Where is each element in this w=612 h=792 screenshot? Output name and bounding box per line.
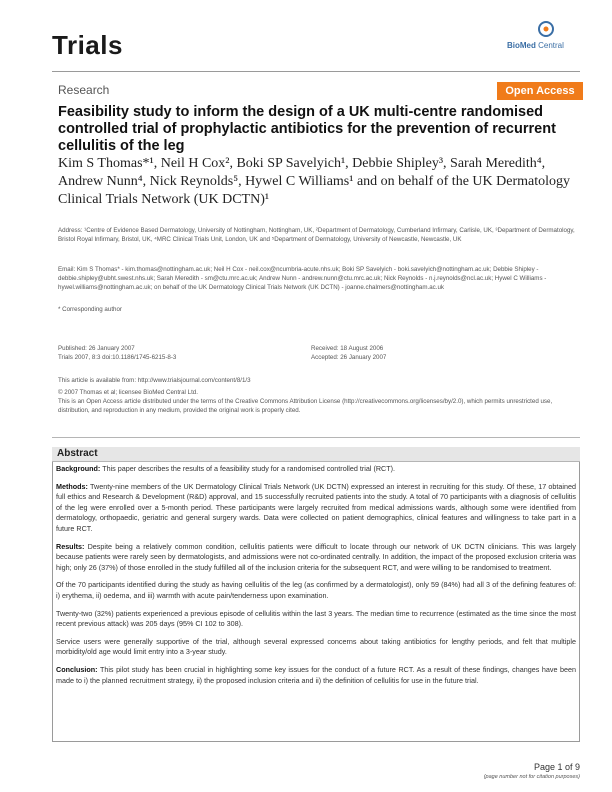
open-access-badge: Open Access — [497, 82, 583, 100]
abstract-heading: Abstract — [57, 448, 98, 459]
publication-info — [58, 344, 278, 362]
affiliations: Address: ¹Centre of Evidence Based Dermatology, University of Nottingham, Nottingham, UK, ²Department of Dermatology, Cumberland Infirmary, Carlisle, UK, ³Department of Dermatology, Bristol Royal Infirmary, Bristol, UK, ⁴MRC Clinical Trials Unit, London, UK and ⁵Department of Dermatology, University of Newcastle, Newcastle, UK — [58, 227, 575, 244]
biomed-logo-icon — [537, 20, 555, 38]
page-number-note: (page number not for citation purposes) — [483, 774, 580, 780]
review-dates — [311, 344, 531, 362]
abstract-methods: Methods: Twenty-nine members of the UK Dermatology Clinical Trials Network (UK DCTN) expressed an interest in recruiting for this study. Of these, 17 obtained full ethics and Research & Development (R&D) approval, and 15 successfully recruited patients into the study. A total of 70 participants with a diagnosis of cellulitis of the leg were enrolled over a 5-month period. These participants were largely recruited from medical admissions wards, although some were identified from dermatology, orthopaedic, geriatric and general surgery wards. Data were collected on patient demographics, clinical features and willingness to take part in a future RCT. — [56, 481, 576, 533]
abstract-body — [56, 464, 576, 693]
abstract-results-features: Of the 70 participants identified during the study as having cellulitis of the leg (as confirmed by a dermatologist), only 59 (84%) had all 3 of the defining features of: i) erythema, ii) oedema, and iii) warmth with acute pain/tenderness upon examination. — [56, 580, 576, 600]
copyright-notice — [58, 388, 578, 416]
abstract-background: Background: This paper describes the results of a feasibility study for a randomised controlled trial (RCT). — [56, 464, 396, 473]
author-list: Kim S Thomas*¹, Neil H Cox², Boki SP Savelyich¹, Debbie Shipley³, Sarah Meredith⁴, Andrew Nunn⁴, Nick Reynolds⁵, Hywel C Williams¹ and on behalf of the UK Dermatology Clinical Trials Network (UK DCTN)¹ — [58, 156, 570, 207]
publisher-logo — [507, 20, 577, 54]
corresponding-author-note: * Corresponding author — [58, 306, 122, 313]
published-date: Published: 26 January 2007 — [58, 345, 135, 352]
journal-title: Trials — [52, 30, 123, 60]
abstract-results-service-users: Service users were generally supportive of the trial, although several expressed concerns about taking antibiotics for lengthy periods, and felt that multiple morbidity/old age would limit entry into a 3-year study. — [56, 636, 576, 657]
accepted-date: Accepted: 26 January 2007 — [311, 354, 387, 362]
author-emails: Email: Kim S Thomas* - kim.thomas@nottingham.ac.uk; Neil H Cox - neil.cox@ncumbria-acute.nhs.uk; Boki SP Savelyich - boki.savelyich@nottingham.ac.uk; Debbie Shipley - debbie.shipley@ubht.swest.nhs.uk; Sarah Meredith - sm@ctu.mrc.ac.uk; Andrew Nunn - andrew.nunn@ctu.mrc.ac.uk; Nick Reynolds - n.j.reynolds@ncl.ac.uk; Hywel C Williams - hywel.williams@nottingham.ac.uk; on behalf of the UK Dermatology Clinical Trials Network (UK DCTN) - joanne.chalmers@nottingham.ac.uk — [58, 266, 547, 292]
article-url[interactable]: This article is available from: http://www.trialsjournal.com/content/8/1/3 — [58, 377, 251, 384]
section-divider — [52, 437, 580, 438]
header-divider — [52, 71, 580, 72]
license-text: This is an Open Access article distributed under the terms of the Creative Commons Attribution License (http://creativecommons.org/licenses/by/2.0), which permits unrestricted use, distribution, and reproduction in any medium, provided the original work is properly cited. — [58, 398, 553, 415]
abstract-conclusion: Conclusion: This pilot study has been crucial in highlighting some key issues for the conduct of a future RCT. As a result of these findings, changes have been made to i) the planned recruitment strategy, ii) the proposed inclusion criteria and ii) the definition of cellulitis for use in the future trial. — [56, 664, 576, 685]
publisher-name: BioMed Central — [507, 41, 564, 50]
received-date: Received: 18 August 2006 — [311, 345, 384, 352]
abstract-results: Results: Despite being a relatively common condition, cellulitis patients were difficult to locate through our network of UK DCTN clinicians. This was largely because patients were rarely seen by dermatologists, and admissions were not co-ordinated centrally. In addition, the impact of the proposed exclusion criteria was high; only 26 (37%) of those enrolled in the study fulfilled all of the inclusion criteria for the subsequent RCT, and were willing to be randomised to treatment. — [56, 541, 576, 572]
page-number: Page 1 of 9 — [533, 762, 580, 772]
citation-line: Trials 2007, 8:3 doi:10.1186/1745-6215-8-3 — [58, 354, 177, 362]
abstract-results-recurrence: Twenty-two (32%) patients experienced a previous episode of cellulitis within the last 3 years. The median time to recurrence (estimated as the time since the most recent previous attack) was 205 days (95% CI 102 to 308). — [56, 608, 576, 629]
article-title: Feasibility study to inform the design of a UK multi-centre randomised controlled trial of prophylactic antibiotics for the prevention of recurrent cellulitis of the leg — [58, 104, 556, 154]
article-section: Research — [58, 83, 110, 97]
abstract-header — [52, 447, 580, 462]
copyright-line: © 2007 Thomas et al; licensee BioMed Central Ltd. — [58, 389, 198, 396]
